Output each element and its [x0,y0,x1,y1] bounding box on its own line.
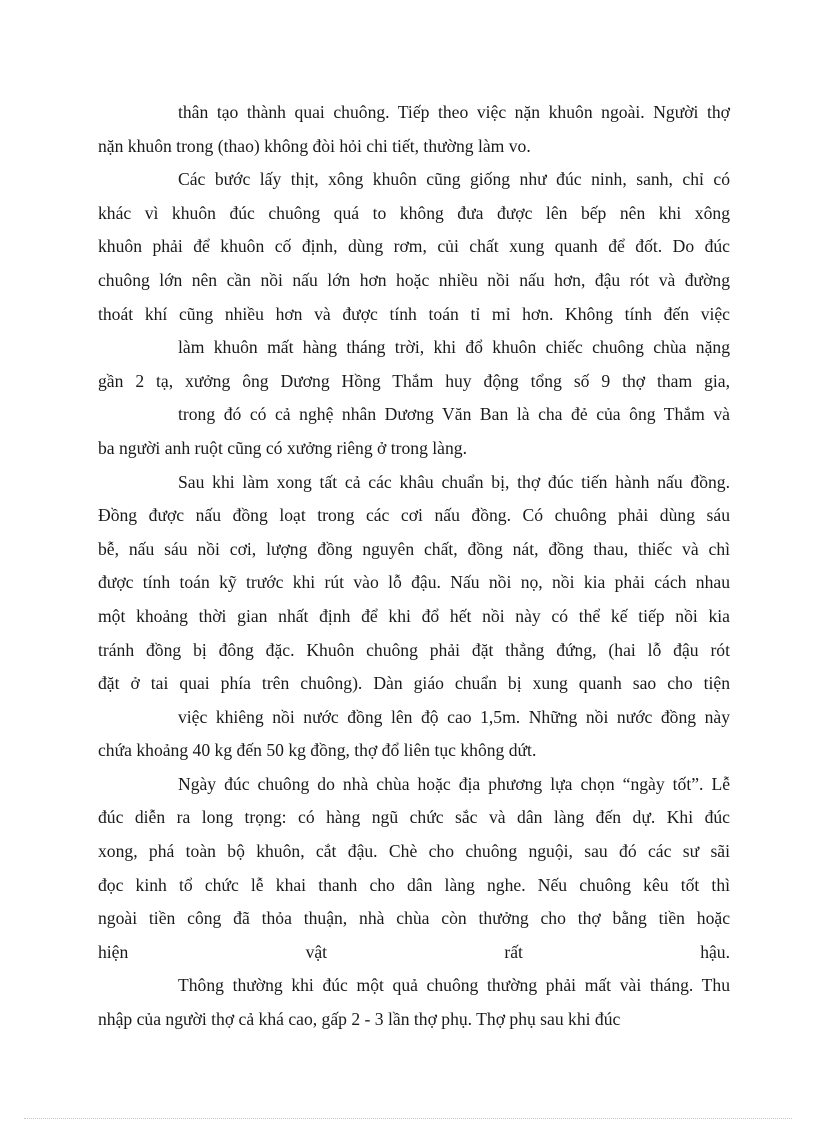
text-line: hiện vật rất hậu. [98,941,730,962]
text-line: gần 2 tạ, xưởng ông Dương Hồng Thắm huy động tổng số 9 thợ tham gia, [98,370,730,391]
text-line: Các bước lấy thịt, xông khuôn cũng giống như đúc ninh, sanh, chỉ có [178,169,730,190]
text-line: chuông lớn nên cần nồi nấu lớn hơn hoặc nhiều nồi nấu hơn, đậu rót và đường [98,269,730,290]
text-line: đọc kinh tổ chức lễ khai thanh cho dân làng nghe. Nếu chuông kêu tốt thì [98,874,730,895]
text-line: ngoài tiền công đã thỏa thuận, nhà chùa còn thưởng cho thợ bằng tiền hoặc [98,908,730,929]
body-text [98,96,730,1037]
text-line: trong đó có cả nghệ nhân Dương Văn Ban là cha đẻ của ông Thắm và [178,404,730,425]
text-line: việc khiêng nồi nước đồng lên độ cao 1,5m. Những nồi nước đồng này [178,706,730,727]
text-line: khác vì khuôn đúc chuông quá to không đưa được lên bếp nên khi xông [98,202,730,223]
text-line: nhập của người thợ cả khá cao, gấp 2 - 3 lần thợ phụ. Thợ phụ sau khi đúc [98,1009,621,1030]
text-line: thoát khí cũng nhiều hơn và được tính toán tỉ mỉ hơn. Không tính đến việc [98,303,730,324]
text-line: Ngày đúc chuông do nhà chùa hoặc địa phương lựa chọn “ngày tốt”. Lễ [178,773,730,794]
text-line: Sau khi làm xong tất cả các khâu chuẩn bị, thợ đúc tiến hành nấu đồng. [178,471,730,492]
text-line: làm khuôn mất hàng tháng trời, khi đổ khuôn chiếc chuông chùa nặng [178,337,730,358]
text-line: khuôn phải để khuôn cố định, dùng rơm, củi chất xung quanh để đốt. Do đúc [98,236,730,257]
text-line: bễ, nấu sáu nồi cơi, lượng đồng nguyên chất, đồng nát, đồng thau, thiếc và chì [98,538,730,559]
text-line: ba người anh ruột cũng có xưởng riêng ở trong làng. [98,437,467,458]
text-line: tránh đồng bị đông đặc. Khuôn chuông phải đặt thẳng đứng, (hai lỗ đậu rót [98,639,730,660]
text-line: chứa khoảng 40 kg đến 50 kg đồng, thợ đổ liên tục không dứt. [98,740,537,761]
text-line: thân tạo thành quai chuông. Tiếp theo việc nặn khuôn ngoài. Người thợ [178,102,730,122]
page-bottom-rule [24,1118,792,1119]
text-line: nặn khuôn trong (thao) không đòi hỏi chi tiết, thường làm vo. [98,135,531,156]
text-line: Thông thường khi đúc một quả chuông thường phải mất vài tháng. Thu [178,975,730,996]
text-line: được tính toán kỹ trước khi rút vào lỗ đậu. Nấu nồi nọ, nồi kia phải cách nhau [98,572,730,593]
text-line: đặt ở tai quai phía trên chuông). Dàn giáo chuẩn bị xung quanh sao cho tiện [98,673,730,694]
text-line: đúc diễn ra long trọng: có hàng ngũ chức sắc và dân làng đến dự. Khi đúc [98,807,730,828]
text-line: xong, phá toàn bộ khuôn, cắt đậu. Chè cho chuông nguội, sau đó các sư sãi [98,841,730,862]
text-line: một khoảng thời gian nhất định để khi đổ hết nồi này có thể kế tiếp nồi kia [98,605,730,626]
text-line: Đồng được nấu đồng loạt trong các cơi nấu đồng. Có chuông phải dùng sáu [98,505,730,526]
